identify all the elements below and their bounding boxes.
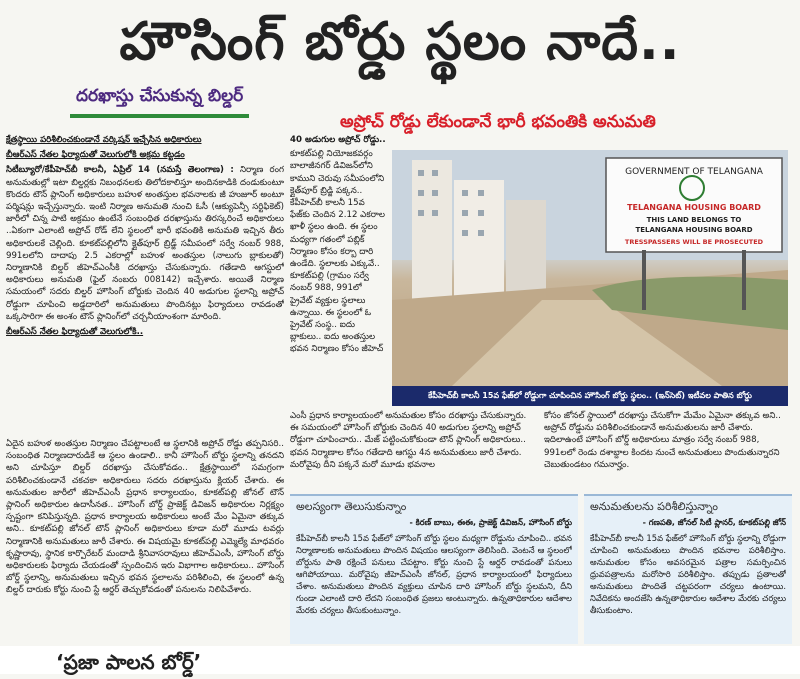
subheadline-right: అప్రోచ్ రోడ్డు లేకుండానే భారీ భవంతికి అనుమతి <box>340 112 656 132</box>
kicker-brs-complaint-2: బీఆర్ఎస్ నేతల ఫిర్యాదుతో వెలుగులోకి.. <box>6 327 144 338</box>
sign-text-housing-board: TELANGANA HOUSING BOARD <box>627 203 761 212</box>
sign-text-trespassers: TRESSPASSERS WILL BE PROSECUTED <box>624 238 764 246</box>
quote-box-city-planner <box>584 494 792 644</box>
article-lower-left: ఏదైన బహుళ అంతస్తుల నిర్మాణం చేపట్టాలంటే ఆ స్థలానికి అప్రోచ్ రోడ్డు తప్పనిసరి.. సంబంధిత నిర్మాణదారుడికే ఆ స్థలం ఉండాలి.. కానీ హౌసింగ్ బోర్డు స్థలాన్ని తనదని అని చూపిస్తూ బిల్డర్ దరఖాస్తు చేసుకోవడం.. క్షేత్రస్థాయిలో సమగ్రంగా పరిశీలించకుండానే చకచకా అధికారులు సదరు దరఖాస్తును క్లియర్ చేశారు. ఈ అనుమతుల జారీలో జీహెచ్‌ఎంసీ ప్రధాన కార్యాలయం, కూకట్‌పల్లి జోనల్ టౌన్ ప్లానింగ్ అధికారుల ఉదాసీనత.. హౌసింగ్ బోర్డ్ ప్రాజెక్ట్ డివిజన్ అధికారుల నిర్లక్ష్యం స్పష్టంగా కనిపిస్తున్నది. ప్రధాన కార్యాలయ అధికారులు అంటే మేం ఏమైనా తక్కువ అని.. కూకట్‌పల్లి జోనల్ టౌన్ ప్లానింగ్ అధికారులు కూడా మరో మూడు టవర్లు నిర్మాణానికి అనుమతులు జారీ చేశారు. ఈ విషయమై కూకట్‌పల్లి ఎమ్మెల్యే మాధవరం కృష్ణారావు, స్థానిక కార్పొరేటర్ మందాడి శ్రీనివాసరావులు జీహెచ్‌ఎంసీ, హౌసింగ్ బోర్డు అధికారులకు ఫిర్యాదు చేయడంతో స్పందించిన ఇరు విభాగాల అధికారులు.. హౌసింగ్ బోర్డ్ స్థలాన్ని, అనుమతులు ఇచ్చిన భవన స్థలాలను పరిశీలించి, ఈ స్థలంలో ఉన్న బిల్డర్ దారుకు కోర్టు నుంచి స్టే ఆర్డర్ తెచ్చుకోవడంతో పనులను నిలిపివేశారు. <box>6 439 284 596</box>
article-paragraph: నిర్మాణ రంగ అనుమతుల్లో ఇటా బిల్డర్లకు నిబంధనలకు తిలోదకాలిస్తూ అందినకాడికి దండుకుంటూ కొందరు టౌన్ ప్లానింగ్ అధికారులు బహుళ అంతస్తుల భవనాలకు జీ హుజూర్ అంటూ పర్మిషన్లు ఇచ్చేస్తున్నారు. ఇంటి నిర్మాణ అనుమతి నుంచి ఓసీ (ఆక్యుపెన్సీ సర్టిఫికెట్) జారీలో చిన్న పాటి అక్రమం ఉంటేనే సంబంధిత దరఖాస్తును తిరస్కరించే అధికారులు ..ఏకంగా ఎలాంటి అప్రోచ్ రోడ్ లేని స్థలంలో భారీ భవంతికి అనుమతి ఇచ్చిన తీరు అధికారులకే చెల్లింది. కూకట్‌పల్లిలోని క్లైత్‌పూర్ బ్రిడ్జ్ సమీపంలో సర్వే నంబర్ 988, 991లలోని దాదాపు 2.5 ఎకరాల్లో బహుళ అంతస్తుల (నాలుగు బ్లాకులతో) నిర్మాణానికి బిల్డర్ జీహెచ్‌ఎంసీకి దరఖాస్తు చేసుకున్నారు. గతేడాది ఆగస్టులో అధికారులు అనుమతి (ఫైల్ నంబరు 008142) ఇచ్చేశారు. అయితే నిర్మాణ సమయంలో సదరు బిల్డర్ హౌసింగ్ బోర్డుకు చెందిన 40 అడుగుల స్థలాన్ని అప్రోచ్ రోడ్డుగా చూపించి అడ్డదారిలో అనుమతులు పొందినట్లు ఫిర్యాదులు రావడంతో ఒక్కసారిగా ఈ అంశం టౌన్ ప్లానింగ్‌లో చర్చనీయాంశంగా మారింది. <box>6 165 284 322</box>
article-paragraph: కోసం జోనల్ స్థాయిలో దరఖాస్తు చేసుకోగా మేమేం ఏమైనా తక్కువ అని.. అప్రోచ్ రోడ్డును పరిశీలించకుండానే అనుమతులను జారీ చేశారు. ఇదిలాఉంటే హౌసింగ్ బోర్డ్ అధికారులు మాత్రం సర్వే నంబర్ 988, 991లలో రెండు దశాబ్దాల కిందట నుంచే అనుమతులు పొందుతున్నారని చెబుతుండటం గమనార్హం. <box>544 411 781 470</box>
sign-text-land-belongs: THIS LAND BELONGS TO <box>646 216 742 224</box>
kicker-brs-complaint: బీఆర్ఎస్ నేతల ఫిర్యాదుతో వెలుగులోకి అక్రమ కట్టడం <box>6 150 185 161</box>
subheadline-left: దరఖాస్తు చేసుకున్న బిల్డర్ <box>70 86 249 118</box>
article-column-middle <box>290 134 386 394</box>
news-photo <box>392 150 788 386</box>
article-paragraph: ఎంసీ ప్రధాన కార్యాలయంలో అనుమతుల కోసం దరఖాస్తు చేసుకున్నారు. ఈ సమయంలో హౌసింగ్ బోర్డుకు చెందిన 40 అడుగుల స్థలాన్ని అప్రోచ్ రోడ్డుగా చూపించారు.. మేజ్ పట్టించుకోకుండా టౌన్ ప్లానింగ్ అధికారులు.. భవన నిర్మాణాల కోసం గతేడాది ఆగస్టు 4న అనుమతులు జారీ చేశారు. మరోవైపు దీని పక్కనే మరో మూడు భవనాల <box>290 411 527 470</box>
quote-box-text: కేపీహెచ్‌బీ కాలనీ 15వ ఫేజ్‌లో హౌసింగ్ బోర్డు స్థలం మధ్యగా రోడ్డును చూపించి.. భవన నిర్మాణాలకు అనుమతులు పొందిన విషయం ఆలస్యంగా తెలిసింది. వెంటనే ఆ స్థలంలో బోర్డును పాతి రక్షించే పనులు చేపట్టాం. కోర్టు నుంచి స్టే ఆర్డర్ రావడంతో పనులు ఆగిపోయాయి. మరోవైపు జీహెచ్‌ఎంసీ జోనల్, ప్రధాన కార్యాలయంలో ఫిర్యాదులు చేశాం. అనుమతులు పొందిన వ్యక్తులు చూపిన దారి హౌసింగ్ బోర్డు స్థలమని, దీని గుండా ఎలాంటి దారి లేదని సంబంధిత ప్రజలు అంటున్నారు. ఉన్నతాధికారుల ఆదేశాల మేరకు చర్యలు తీసుకుంటున్నాం. <box>296 533 572 615</box>
quote-box-text: కేపీహెచ్‌బీ కాలనీ 15వ ఫేజ్‌లో హౌసింగ్ బోర్డు స్థలాన్ని రోడ్డుగా చూపించి అనుమతులు పొందిన భవనాల పరిశీలిస్తాం. అనుమతుల కోసం అవసరమైన పత్రాల సమర్పించిన ధ్రువపత్రాలను మరోసారి పరిశీలిస్తాం. తప్పుడు ప్రతాలతో అనుమతులు పొందితే చట్టపరంగా చర్యలు ఉంటాయి. నివేదికను అందజేసి ఉన్నతాధికారుల ఆదేశాల మేరకు చర్యలు తీసుకుంటాం. <box>590 533 786 615</box>
sign-text-government: GOVERNMENT OF TELANGANA <box>625 167 763 177</box>
article-lower-middle <box>290 410 788 492</box>
headline: హౌసింగ్ బోర్డు స్థలం నాదే.. <box>119 12 681 72</box>
quote-box-title: అలస్యంగా తెలుసుకున్నాం <box>296 500 407 513</box>
sign-text-housing-board-2: TELANGANA HOUSING BOARD <box>635 226 753 234</box>
photo-illustration <box>392 150 788 386</box>
next-article-title: ‘ప్రజా పాలన బోర్డ్’ <box>56 650 202 674</box>
photo-caption: కేపీహెచ్‌బీ కాలనీ 15వ ఫేజ్‌లో రోడ్డుగా చూపించిన హౌసింగ్ బోర్డు స్థలం.. (ఇన్‌సెట్) ఇటీవల పాతిన బోర్డు <box>392 386 788 406</box>
dateline: సిటీబ్యూరో/కేపీహెచ్‌బీ కాలనీ, ఏప్రిల్ 14 (నమస్తే తెలంగాణ) : <box>6 165 234 176</box>
article-column-left <box>6 134 284 434</box>
quote-box-byline: - గణపతి, జోనల్ సిటీ ప్లానర్, కూకట్‌పల్లి జోన్ <box>642 518 786 527</box>
article-paragraph: కూకట్‌పల్లి నియోజకవర్గం బాలాజీనగర్ డివిజన్‌లోని కాముని చెరువు సమీపంలోని క్లైత్‌పూర్ బ్రిడ్జి పక్కన.. కేపీహెచ్‌బీ కాలనీ 15వ ఫేజ్‌కు చెందిన 2.12 ఎకరాల ఖాళీ స్థలం ఉంది. ఈ స్థలం మధ్యగా గతంలో పబ్లిక్ నిర్మాణం కోసం కర్బా దారి ఉండేది. స్థలాలకు ఎక్కువే.. కూకట్‌పల్లి (గ్రామం సర్వే నంబర్ 988, 991లో ప్రైవేట్ వ్యక్తుల స్థలాలు ఉన్నాయి. ఈ స్థలంలో ఓ ప్రైవేట్ సంస్థ.. ఐదు బ్లాకులు.. ఐదు అంతస్తుల భవన నిర్మాణం కోసం జీహెచ్ <box>290 149 385 355</box>
quote-box-byline: - కిరణ్ బాబు, ఈఈ, ప్రాజెక్ట్ డివిజన్, హౌసింగ్ బోర్డు <box>409 518 572 527</box>
quote-box-title: అనుమతులను పరిశీలిస్తున్నాం <box>590 500 719 513</box>
kicker-field-inspection: క్షేత్రస్థాయి పరిశీలించకుండానే వర్కిషన్ ఇచ్చేసిన అధికారులు <box>6 135 202 145</box>
mid-subhead: 40 అడుగుల అప్రోచ్ రోడ్డు.. <box>290 135 386 145</box>
quote-box-housing-board <box>290 494 578 644</box>
